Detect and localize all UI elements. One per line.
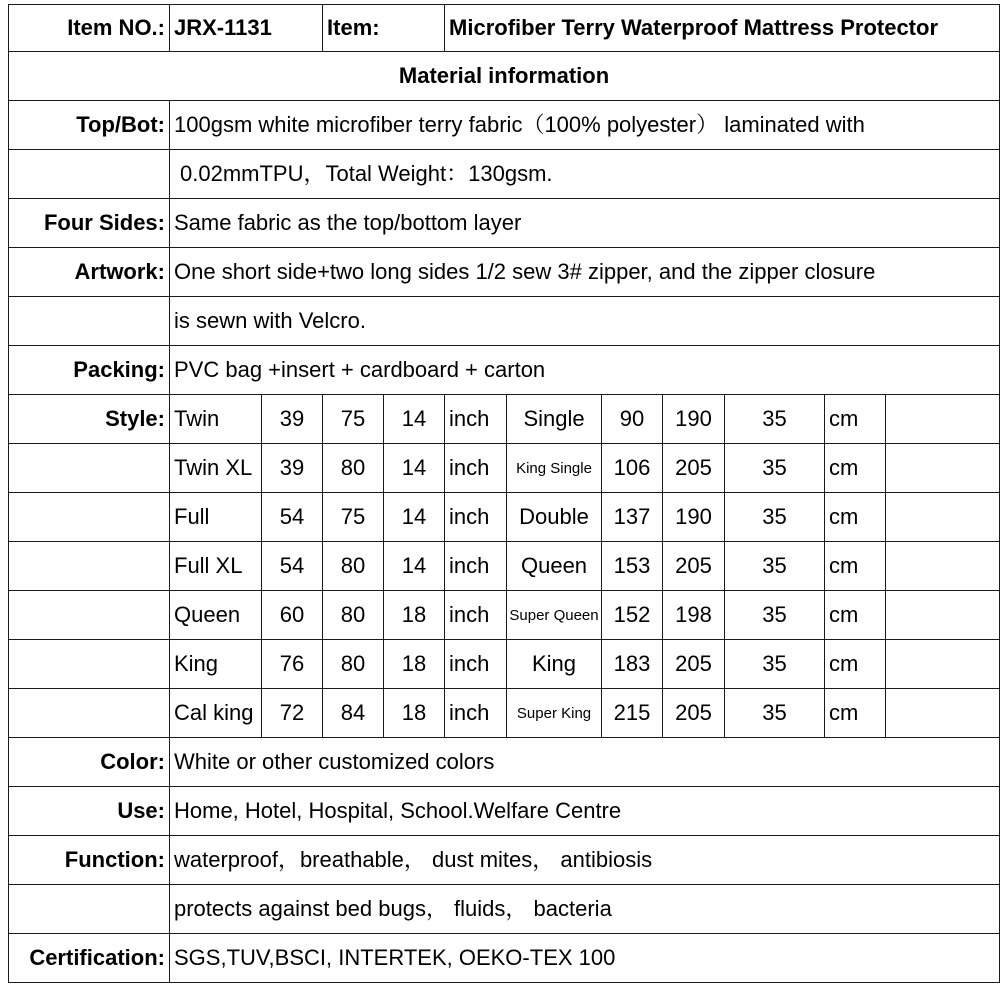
use-label: Use: [9,787,170,836]
us-depth: 14 [384,493,445,542]
eu-width: 153 [602,542,663,591]
empty-label-cell [9,689,170,738]
us-length: 80 [323,542,384,591]
packing-row [9,346,1000,395]
us-unit: inch [445,591,507,640]
function-line2: protects against bed bugs， fluids， bacteria [170,885,1000,934]
us-width: 54 [262,542,323,591]
empty-label-cell [9,297,170,346]
artwork-line2: is sewn with Velcro. [170,297,1000,346]
us-depth: 18 [384,689,445,738]
eu-unit: cm [825,395,886,444]
style-row [9,444,1000,493]
us-unit: inch [445,542,507,591]
top-bot-line2: 0.02mmTPU，Total Weight：130gsm. [170,150,1000,199]
us-size-name: Twin [170,395,262,444]
us-depth: 14 [384,395,445,444]
us-depth: 14 [384,542,445,591]
us-unit: inch [445,493,507,542]
us-size-name: Queen [170,591,262,640]
empty-label-cell [9,885,170,934]
us-depth: 14 [384,444,445,493]
artwork-label: Artwork: [9,248,170,297]
eu-size-name: Single [507,395,602,444]
us-size-name: Full XL [170,542,262,591]
use-row [9,787,1000,836]
us-size-name: King [170,640,262,689]
eu-unit: cm [825,591,886,640]
eu-length: 205 [663,444,725,493]
eu-depth: 35 [725,640,825,689]
eu-width: 90 [602,395,663,444]
us-unit: inch [445,640,507,689]
us-unit: inch [445,689,507,738]
eu-unit: cm [825,689,886,738]
style-row [9,493,1000,542]
eu-depth: 35 [725,444,825,493]
us-length: 75 [323,493,384,542]
empty-cell [886,493,1000,542]
eu-length: 205 [663,689,725,738]
spec-sheet-table [8,4,1000,983]
section-title-row [9,52,1000,101]
style-label: Style: [9,395,170,444]
eu-width: 183 [602,640,663,689]
us-length: 80 [323,444,384,493]
eu-width: 152 [602,591,663,640]
four-sides-row [9,199,1000,248]
eu-length: 190 [663,493,725,542]
us-length: 75 [323,395,384,444]
eu-size-name: Double [507,493,602,542]
packing-value: PVC bag +insert + cardboard + carton [170,346,1000,395]
style-row [9,542,1000,591]
empty-label-cell [9,493,170,542]
item-name-value: Microfiber Terry Waterproof Mattress Protector [445,5,1000,52]
us-unit: inch [445,395,507,444]
eu-length: 190 [663,395,725,444]
eu-length: 205 [663,542,725,591]
style-row [9,395,1000,444]
top-bot-line1: 100gsm white microfiber terry fabric（100% polyester） laminated with [170,101,1000,150]
empty-label-cell [9,591,170,640]
us-size-name: Twin XL [170,444,262,493]
eu-length: 205 [663,640,725,689]
eu-depth: 35 [725,542,825,591]
empty-label-cell [9,542,170,591]
certification-value: SGS,TUV,BSCI, INTERTEK, OEKO-TEX 100 [170,934,1000,983]
item-label: Item: [323,5,445,52]
color-row [9,738,1000,787]
eu-width: 106 [602,444,663,493]
eu-size-name: King [507,640,602,689]
eu-length: 198 [663,591,725,640]
artwork-row [9,248,1000,297]
top-bot-row-2 [9,150,1000,199]
empty-label-cell [9,640,170,689]
header-row [9,5,1000,52]
artwork-row-2 [9,297,1000,346]
eu-size-name: King Single [507,444,602,493]
empty-label-cell [9,150,170,199]
style-row [9,591,1000,640]
us-length: 80 [323,591,384,640]
empty-cell [886,444,1000,493]
us-width: 54 [262,493,323,542]
eu-size-name: Super Queen [507,591,602,640]
us-size-name: Cal king [170,689,262,738]
empty-cell [886,542,1000,591]
certification-row [9,934,1000,983]
packing-label: Packing: [9,346,170,395]
us-unit: inch [445,444,507,493]
top-bot-label: Top/Bot: [9,101,170,150]
empty-label-cell [9,444,170,493]
top-bot-row [9,101,1000,150]
four-sides-value: Same fabric as the top/bottom layer [170,199,1000,248]
us-length: 84 [323,689,384,738]
certification-label: Certification: [9,934,170,983]
eu-unit: cm [825,444,886,493]
eu-unit: cm [825,542,886,591]
us-width: 60 [262,591,323,640]
us-width: 72 [262,689,323,738]
function-row [9,836,1000,885]
color-value: White or other customized colors [170,738,1000,787]
section-title: Material information [9,52,1000,101]
eu-width: 215 [602,689,663,738]
use-value: Home, Hotel, Hospital, School.Welfare Centre [170,787,1000,836]
color-label: Color: [9,738,170,787]
eu-unit: cm [825,640,886,689]
empty-cell [886,395,1000,444]
eu-depth: 35 [725,395,825,444]
empty-cell [886,591,1000,640]
function-line1: waterproof，breathable， dust mites， antibiosis [170,836,1000,885]
function-row-2 [9,885,1000,934]
eu-depth: 35 [725,493,825,542]
us-depth: 18 [384,640,445,689]
us-depth: 18 [384,591,445,640]
eu-size-name: Queen [507,542,602,591]
us-width: 39 [262,395,323,444]
us-size-name: Full [170,493,262,542]
us-length: 80 [323,640,384,689]
us-width: 76 [262,640,323,689]
item-no-label: Item NO.: [9,5,170,52]
style-row [9,689,1000,738]
four-sides-label: Four Sides: [9,199,170,248]
function-label: Function: [9,836,170,885]
item-no-value: JRX-1131 [170,5,323,52]
eu-depth: 35 [725,689,825,738]
empty-cell [886,689,1000,738]
eu-depth: 35 [725,591,825,640]
artwork-line1: One short side+two long sides 1/2 sew 3# zipper, and the zipper closure [170,248,1000,297]
us-width: 39 [262,444,323,493]
empty-cell [886,640,1000,689]
style-row [9,640,1000,689]
eu-unit: cm [825,493,886,542]
eu-size-name: Super King [507,689,602,738]
eu-width: 137 [602,493,663,542]
